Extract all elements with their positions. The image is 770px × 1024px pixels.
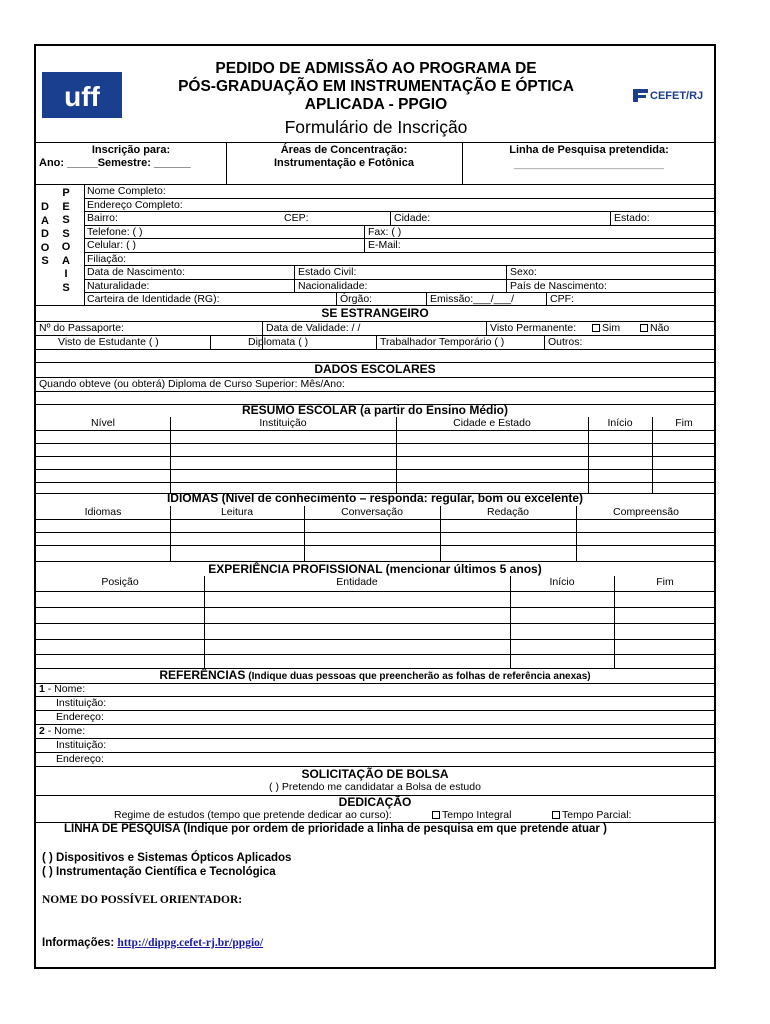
informacoes-line <box>42 937 263 950</box>
uff-logo-text: uff <box>64 81 100 112</box>
dados-side-label: D A D O S <box>40 201 50 267</box>
areas-value: Instrumentação e Fotônica <box>274 157 414 169</box>
admission-form <box>34 44 716 969</box>
endereco-completo-field[interactable]: Endereço Completo: <box>87 198 183 211</box>
exp-col-posicao: Posição <box>101 576 139 588</box>
regime-estudos-label: Regime de estudos (tempo que pretende dedicar ao curso): <box>114 809 392 821</box>
visto-permanente-label: Visto Permanente: <box>490 322 577 334</box>
cidade-field[interactable]: Cidade: <box>394 212 431 224</box>
visto-estudante-field[interactable]: Visto de Estudante ( ) <box>58 336 159 348</box>
parcial-checkbox-icon[interactable] <box>552 811 560 819</box>
ref1-endereco-field[interactable]: Endereço: <box>56 711 104 723</box>
resumo-col-fim: Fim <box>675 417 693 429</box>
form-title-1: PEDIDO DE ADMISSÃO AO PROGRAMA DE <box>215 60 537 77</box>
estrangeiro-heading: SE ESTRANGEIRO <box>321 306 429 320</box>
ref2-instituicao-field[interactable]: Instituição: <box>56 739 107 751</box>
fax-field[interactable]: Fax: ( ) <box>368 225 402 238</box>
cep-field[interactable]: CEP: <box>284 212 309 224</box>
idiomas-col-conversacao: Conversação <box>341 506 403 518</box>
exp-col-inicio: Início <box>549 576 575 588</box>
linha-pretendida-label: Linha de Pesquisa pretendida: <box>509 144 669 156</box>
idiomas-heading: IDIOMAS (Nível de conhecimento – responda: regular, bom ou excelente) <box>166 491 584 505</box>
sexo-field[interactable]: Sexo: <box>510 266 537 278</box>
inscricao-label: Inscrição para: <box>91 144 171 156</box>
tempo-integral-checkbox[interactable]: Tempo Integral <box>432 809 511 822</box>
data-validade-field[interactable]: Data de Validade: / / <box>266 322 361 334</box>
integral-checkbox-icon[interactable] <box>432 811 440 819</box>
ano-semestre-field[interactable]: Ano: _____Semestre: ______ <box>39 157 191 169</box>
sim-checkbox-icon[interactable] <box>592 324 600 332</box>
nome-completo-field[interactable]: Nome Completo: <box>87 185 166 197</box>
tempo-parcial-checkbox[interactable]: Tempo Parcial: <box>552 809 631 822</box>
resumo-col-inicio: Início <box>607 417 633 429</box>
informacoes-label: Informações: <box>42 937 115 949</box>
emissao-field[interactable]: Emissão:___/___/ <box>430 293 515 305</box>
form-title-3: APLICADA - PPGIO <box>304 96 448 113</box>
ref2-nome-field[interactable]: 2 - Nome: <box>39 725 86 737</box>
cefet-logo <box>630 86 714 108</box>
dedicacao-heading: DEDICAÇÃO <box>338 795 412 809</box>
experiencia-heading: EXPERIÊNCIA PROFISSIONAL (mencionar últimos 5 anos) <box>208 562 542 576</box>
uff-logo <box>42 72 122 118</box>
orientador-field[interactable]: NOME DO POSSÍVEL ORIENTADOR: <box>42 894 243 906</box>
idiomas-col-idiomas: Idiomas <box>84 506 122 518</box>
linha-opcao-instrumentacao[interactable]: ( ) Instrumentação Científica e Tecnológica <box>42 866 276 878</box>
linha-pesquisa-heading: LINHA DE PESQUISA (Indique por ordem de prioridade a linha de pesquisa em que pretende atuar ) <box>64 823 607 835</box>
form-subtitle: Formulário de Inscrição <box>284 117 468 137</box>
trabalhador-temporario-field[interactable]: Trabalhador Temporário ( ) <box>380 336 505 348</box>
cefet-emblem-icon <box>630 86 650 106</box>
passaporte-field[interactable]: Nº do Passaporte: <box>39 322 124 334</box>
resumo-col-instituicao: Instituição <box>259 417 307 429</box>
cefet-logo-text: CEFET/RJ <box>650 90 704 102</box>
solicitacao-bolsa-heading: SOLICITAÇÃO DE BOLSA <box>301 767 449 781</box>
celular-field[interactable]: Celular: ( ) <box>87 239 137 251</box>
resumo-col-cidade-estado: Cidade e Estado <box>453 417 531 429</box>
referencias-heading: REFERÊNCIAS (Indique duas pessoas que preencherão as folhas de referência anexas) <box>159 668 591 682</box>
telefone-field[interactable]: Telefone: ( ) <box>87 225 143 238</box>
diploma-superior-field[interactable]: Quando obteve (ou obterá) Diploma de Curso Superior: Mês/Ano: <box>39 378 345 390</box>
pais-nascimento-field[interactable]: País de Nascimento: <box>510 279 607 292</box>
resumo-col-nivel: Nível <box>91 417 115 429</box>
estado-field[interactable]: Estado: <box>614 212 650 224</box>
form-title-2: PÓS-GRADUAÇÃO EM INSTRUMENTAÇÃO E ÓPTICA <box>178 78 574 95</box>
ref1-instituicao-field[interactable]: Instituição: <box>56 697 107 709</box>
outros-field[interactable]: Outros: <box>548 336 583 348</box>
email-field[interactable]: E-Mail: <box>368 239 401 251</box>
exp-col-entidade: Entidade <box>336 576 378 588</box>
bolsa-checkbox[interactable]: ( ) Pretendo me candidatar a Bolsa de estudo <box>269 781 481 793</box>
linha-opcao-dispositivos[interactable]: ( ) Dispositivos e Sistemas Ópticos Aplicados <box>42 852 292 864</box>
ref1-nome-field[interactable]: 1 - Nome: <box>39 683 86 695</box>
nao-checkbox-icon[interactable] <box>640 324 648 332</box>
idiomas-col-compreensao: Compreensão <box>613 506 679 518</box>
nacionalidade-field[interactable]: Nacionalidade: <box>298 279 368 292</box>
orgao-field[interactable]: Órgão: <box>340 293 373 305</box>
rg-field[interactable]: Carteira de Identidade (RG): <box>87 293 220 305</box>
idiomas-col-leitura: Leitura <box>220 506 254 518</box>
estado-civil-field[interactable]: Estado Civil: <box>298 266 357 278</box>
pessoais-side-label: P E S S O A I S <box>61 187 71 294</box>
bairro-field[interactable]: Bairro: <box>87 212 118 224</box>
dados-escolares-heading: DADOS ESCOLARES <box>314 362 436 376</box>
data-nascimento-field[interactable]: Data de Nascimento: <box>87 266 186 278</box>
ppgio-website-link[interactable]: http://dippg.cefet-rj.br/ppgio/ <box>117 937 264 949</box>
diplomata-field[interactable]: Diplomata ( ) <box>248 336 309 348</box>
resumo-escolar-heading: RESUMO ESCOLAR (a partir do Ensino Médio) <box>241 403 508 417</box>
linha-pretendida-field[interactable]: ______________________________ <box>513 159 665 169</box>
areas-label: Áreas de Concentração: <box>280 144 408 156</box>
filiacao-field[interactable]: Filiação: <box>87 252 127 265</box>
naturalidade-field[interactable]: Naturalidade: <box>87 279 150 292</box>
visto-nao-checkbox[interactable]: Não <box>640 322 669 335</box>
exp-col-fim: Fim <box>656 576 674 588</box>
cpf-field[interactable]: CPF: <box>550 293 574 305</box>
visto-sim-checkbox[interactable]: Sim <box>592 322 620 335</box>
ref2-endereco-field[interactable]: Endereço: <box>56 753 104 765</box>
idiomas-col-redacao: Redação <box>486 506 530 518</box>
